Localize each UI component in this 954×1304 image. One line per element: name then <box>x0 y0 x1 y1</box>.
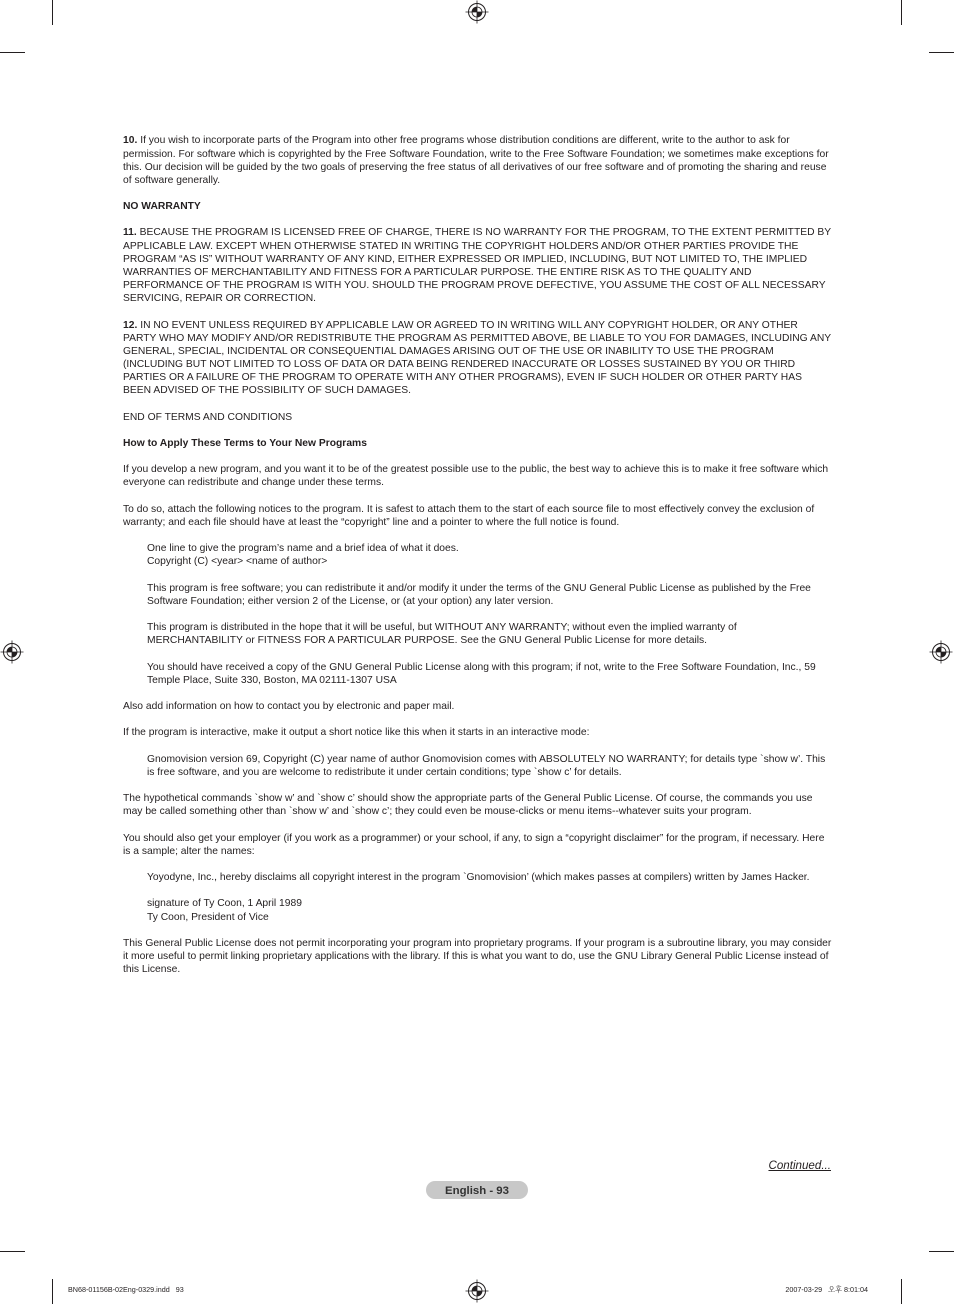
notice-received-copy: You should have received a copy of the GNU General Public License along with this program; if not, write to the Free Software Foundation, Inc., 59 Temple Place, Suite 330, Boston, MA 02111-1307 USA <box>147 661 816 686</box>
notice-copyright-line: Copyright (C) <year> <name of author> <box>147 556 328 568</box>
page-number-badge <box>426 1181 528 1199</box>
crop-mark-top-left-horizontal <box>0 52 25 53</box>
section-10 <box>123 134 832 187</box>
signature-block <box>147 897 832 923</box>
registration-mark-icon <box>465 0 489 24</box>
contact-info-paragraph: Also add information on how to contact you by electronic and paper mail. <box>123 701 455 713</box>
section-number: 11. <box>123 227 137 239</box>
notice-name-line: One line to give the program’s name and a brief idea of what it does. <box>147 543 459 555</box>
section-11 <box>123 226 832 305</box>
signature-line: signature of Ty Coon, 1 April 1989 <box>147 898 302 910</box>
section-number: 10. <box>123 135 138 147</box>
notice-free-software: This program is free software; you can redistribute it and/or modify it under the terms of the GNU General Public License as published by the Free Software Foundation; either version 2 of the License, or (at your option) any later version. <box>147 582 811 607</box>
interactive-notice: Gnomovision version 69, Copyright (C) year name of author Gnomovision comes with ABSOLUTELY NO WARRANTY; for details type `show w’. This is free software, and you are welcome to redistribute it under certain conditions; type `show c’ for details. <box>147 753 826 778</box>
section-text: If you wish to incorporate parts of the Program into other free programs whose distribution conditions are different, write to the author to ask for permission. For software which is copyrighted by the Free Software Foundation, write to the Free Software Foundation; we sometimes make exceptions for this. Our decision will be guided by the two goals of preserving the free status of all derivatives of our free software and of promoting the sharing and reuse of software generally. <box>123 135 829 186</box>
section-12 <box>123 319 832 398</box>
continued-note: Continued... <box>768 1159 831 1172</box>
crop-mark-bottom-right-vertical <box>901 1279 902 1304</box>
hypothetical-commands-paragraph: The hypothetical commands `show w’ and `show c’ should show the appropriate parts of the General Public License. Of course, the commands you use may be called something other than `show w’ and `show c’; they could even be mouse-clicks or menu items--whatever suits your program. <box>123 793 813 818</box>
crop-mark-bottom-right-horizontal <box>929 1251 954 1252</box>
section-text: IN NO EVENT UNLESS REQUIRED BY APPLICABLE LAW OR AGREED TO IN WRITING WILL ANY COPYRIGHT HOLDER, OR ANY OTHER PARTY WHO MAY MODIFY AND/OR REDISTRIBUTE THE PROGRAM AS PERMITTED ABOVE, BE LIABLE TO YOU FOR DAMAGES, INCLUDING ANY GENERAL, SPECIAL, INCIDENTAL OR CONSEQUENTIAL DAMAGES ARISING OUT OF THE USE OR INABILITY TO USE THE PROGRAM (INCLUDING BUT NOT LIMITED TO LOSS OF DATA OR DATA BEING RENDERED INACCURATE OR LOSSES SUSTAINED BY YOU OR THIRD PARTIES OR A FAILURE OF THE PROGRAM TO OPERATE WITH ANY OTHER PROGRAMS), EVEN IF SUCH HOLDER OR OTHER PARTY HAS BEEN ADVISED OF THE POSSIBILITY OF SUCH DAMAGES. <box>123 319 831 397</box>
disclaimer-sample: Yoyodyne, Inc., hereby disclaims all copyright interest in the program `Gnomovision’ (which makes passes at compilers) written by James Hacker. <box>147 872 810 884</box>
print-timestamp: 2007-03-29 오후 8:01:04 <box>785 1285 868 1294</box>
how-to-apply-heading: How to Apply These Terms to Your New Programs <box>123 437 367 449</box>
attach-notices-paragraph: To do so, attach the following notices to the program. It is safest to attach them to the start of each source file to most effectively convey the exclusion of warranty; and each file should have at least the “copyright” line and a pointer to where the full notice is found. <box>123 503 815 528</box>
section-number: 12. <box>123 319 138 331</box>
no-warranty-heading: NO WARRANTY <box>123 201 201 213</box>
signature-title: Ty Coon, President of Vice <box>147 911 269 923</box>
library-note-paragraph: This General Public License does not permit incorporating your program into proprietary programs. If your program is a subroutine library, you may consider it more useful to permit linking proprietary applications with the library. If this is what you want to do, use the GNU Library General Public License instead of this License. <box>123 937 832 976</box>
how-to-apply-intro: If you develop a new program, and you want it to be of the greatest possible use to the public, the best way to achieve this is to make it free software which everyone can redistribute and change under these terms. <box>123 464 829 489</box>
notice-header <box>147 542 832 568</box>
crop-mark-bottom-left-vertical <box>52 1279 53 1304</box>
registration-mark-icon <box>0 640 24 664</box>
page-number-label: English - 93 <box>445 1185 509 1197</box>
license-text <box>123 134 832 976</box>
end-of-terms: END OF TERMS AND CONDITIONS <box>123 411 293 423</box>
crop-mark-top-left-vertical <box>52 0 53 25</box>
crop-mark-top-right-vertical <box>901 0 902 25</box>
registration-mark-icon <box>465 1279 489 1303</box>
notice-distributed: This program is distributed in the hope that it will be useful, but WITHOUT ANY WARRANTY; without even the implied warranty of MERCHANTABILITY or FITNESS FOR A PARTICULAR PURPOSE. See the GNU General Public License for more details. <box>147 622 737 647</box>
interactive-intro-paragraph: If the program is interactive, make it output a short notice like this when it starts in an interactive mode: <box>123 727 590 739</box>
crop-mark-bottom-left-horizontal <box>0 1251 25 1252</box>
crop-mark-top-right-horizontal <box>929 52 954 53</box>
section-text: BECAUSE THE PROGRAM IS LICENSED FREE OF CHARGE, THERE IS NO WARRANTY FOR THE PROGRAM, TO THE EXTENT PERMITTED BY APPLICABLE LAW. EXCEPT WHEN OTHERWISE STATED IN WRITING THE COPYRIGHT HOLDERS AND/OR OTHER PARTIES PROVIDE THE PROGRAM “AS IS” WITHOUT WARRANTY OF ANY KIND, EITHER EXPRESSED OR IMPLIED, INCLUDING, BUT NOT LIMITED TO, THE IMPLIED WARRANTIES OF MERCHANTABILITY AND FITNESS FOR A PARTICULAR PURPOSE. THE ENTIRE RISK AS TO THE QUALITY AND PERFORMANCE OF THE PROGRAM IS WITH YOU. SHOULD THE PROGRAM PROVE DEFECTIVE, YOU ASSUME THE COST OF ALL NECESSARY SERVICING, REPAIR OR CORRECTION. <box>123 227 831 305</box>
employer-disclaimer-paragraph: You should also get your employer (if you work as a programmer) or your school, if any, to sign a “copyright disclaimer” for the program, if necessary. Here is a sample; alter the names: <box>123 832 825 857</box>
registration-mark-icon <box>929 640 953 664</box>
print-file-slug: BN68-01156B-02Eng-0329.indd 93 <box>68 1285 184 1294</box>
